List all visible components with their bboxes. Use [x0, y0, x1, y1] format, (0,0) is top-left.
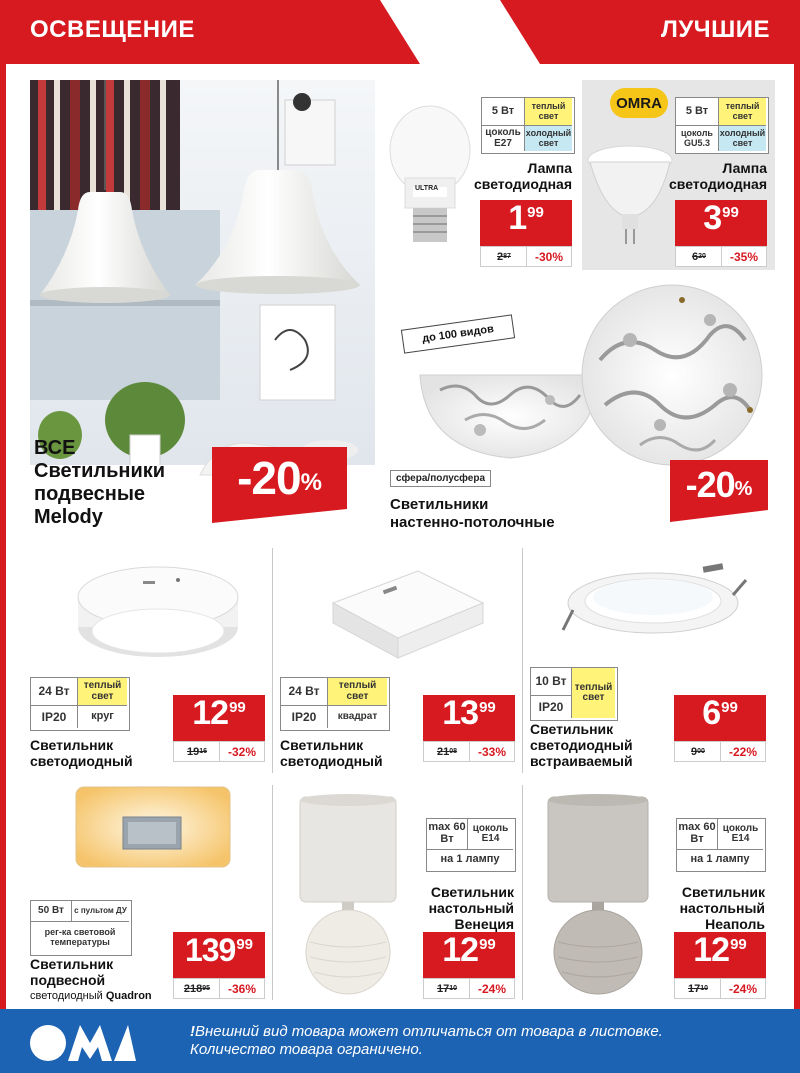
- price-discount: -32%: [219, 741, 265, 762]
- name-line-1: Светильники: [390, 496, 489, 513]
- price-int: 13: [442, 694, 479, 732]
- old-int: 17: [687, 982, 701, 995]
- spec-max-power: max 60 Вт: [428, 821, 466, 845]
- name-line-3: Неаполь: [705, 916, 765, 932]
- name-line-2: светодиодный: [30, 753, 133, 769]
- disclaimer-line-1: [190, 1023, 785, 1041]
- bulb-e27-price: [480, 200, 572, 266]
- spec-base: цоколь E14: [717, 819, 763, 849]
- product-wall-ceiling[interactable]: [380, 275, 775, 535]
- price-current: [674, 695, 766, 741]
- spec-per-lamp: на 1 лампу: [677, 849, 763, 869]
- venice-spec: [426, 818, 516, 872]
- price-dec: 99: [236, 936, 254, 953]
- venice-lamp-image: [288, 792, 408, 997]
- led-round-spec: [30, 677, 130, 731]
- section-title-right: ЛУЧШИЕ: [660, 16, 770, 43]
- naples-lamp-image: [536, 792, 661, 997]
- spec-cold-light: холодный свет: [524, 125, 572, 151]
- oma-logo: [28, 1021, 138, 1065]
- spec-power: 5 Вт: [491, 104, 515, 117]
- price-discount: -35%: [721, 246, 767, 267]
- led-square-image: [323, 553, 493, 668]
- price-dec: 99: [527, 204, 544, 221]
- price-int: 12: [442, 931, 479, 969]
- led-round-name: [30, 737, 133, 769]
- led-recessed-name: [530, 721, 633, 769]
- hero-caption: [34, 437, 204, 529]
- price-current: [423, 932, 515, 978]
- spec-warm-light: теплый свет: [327, 678, 387, 705]
- row3-divider-1: [272, 785, 273, 1000]
- disclaimer-line-2: Количество товара ограничено.: [190, 1041, 423, 1058]
- spec-cold-light: холодный свет: [718, 125, 766, 151]
- old-dec: 00: [697, 748, 705, 755]
- old-int: 9: [691, 745, 698, 758]
- old-dec: 87: [503, 253, 511, 260]
- price-current: [423, 695, 515, 741]
- name-line-1: Светильник: [530, 721, 614, 737]
- footer: [0, 1009, 800, 1073]
- old-dec: 16: [199, 748, 208, 755]
- price-old: [480, 246, 528, 267]
- naples-price: [674, 932, 766, 998]
- venice-price: [423, 932, 515, 998]
- name-line-2: светодиодный: [530, 737, 633, 753]
- name-line-2: светодиодная: [668, 176, 767, 192]
- product-bulb-e27[interactable]: [380, 80, 580, 270]
- spec-power: 10 Вт: [535, 674, 567, 689]
- spec-power: 50 Вт: [38, 904, 64, 916]
- bulb-e27-name: [474, 160, 572, 192]
- led-round-price: [173, 695, 265, 761]
- old-dec: 10: [700, 985, 709, 992]
- name-line-3: [30, 988, 152, 1004]
- old-dec: 08: [449, 748, 458, 755]
- price-dec: 99: [721, 699, 738, 716]
- price-dec: 99: [722, 204, 739, 221]
- name-line-3: Венеция: [454, 916, 514, 932]
- naples-name: [680, 884, 765, 932]
- old-int: 6: [692, 250, 699, 263]
- hero-discount-value: -20: [237, 452, 301, 504]
- spec-remote: с пультом ДУ: [71, 901, 129, 921]
- price-old: [675, 246, 723, 267]
- name-line-1: Лампа: [722, 160, 767, 176]
- bulb-e27-spec: [481, 97, 575, 154]
- hero-line-2: Светильники: [34, 460, 166, 482]
- old-int: 17: [436, 982, 450, 995]
- omra-logo: OMRA: [610, 88, 668, 118]
- price-current: [173, 695, 265, 741]
- spec-power: 24 Вт: [38, 684, 70, 699]
- spec-warm-light: теплый свет: [524, 98, 572, 125]
- hero-line-3: подвесные: [34, 483, 146, 505]
- price-discount: -33%: [469, 741, 515, 762]
- bulb-gu53-spec: [675, 97, 769, 154]
- price-discount: -22%: [720, 741, 766, 762]
- price-old: [173, 741, 221, 762]
- price-old: [674, 741, 722, 762]
- price-discount: -36%: [219, 978, 265, 999]
- name-line-1: Лампа: [527, 160, 572, 176]
- price-int: 12: [192, 694, 229, 732]
- name-line-1: Светильник: [681, 884, 765, 900]
- spec-ip: IP20: [281, 705, 327, 728]
- product-naples[interactable]: [528, 782, 773, 1004]
- bulb-e27-image: [385, 100, 475, 250]
- hero-discount-percent: %: [300, 469, 322, 496]
- price-dec: 99: [229, 699, 246, 716]
- spec-shape: квадрат: [327, 705, 387, 728]
- spec-ip: IP20: [31, 705, 77, 728]
- name-line-2: светодиодный: [280, 753, 383, 769]
- naples-spec: [676, 818, 766, 872]
- spec-max-power: max 60 Вт: [678, 821, 716, 845]
- name-line-1: Светильник: [30, 737, 114, 753]
- name-line-3-model: Quadron: [105, 990, 152, 1002]
- price-old: [423, 978, 471, 999]
- spec-power: 5 Вт: [685, 104, 709, 117]
- discount-badge-notch: [670, 510, 768, 522]
- old-int: 21: [436, 745, 450, 758]
- price-dec: 99: [730, 936, 747, 953]
- disclaimer-line-1-text: Внешний вид товара может отличаться от товара в листовке.: [195, 1023, 663, 1040]
- disclaimer-mark: !: [190, 1023, 195, 1040]
- spec-power: 24 Вт: [288, 684, 320, 699]
- left-red-bar: [0, 64, 6, 1009]
- discount-value: -20: [685, 464, 735, 505]
- bulb-gu53-name: [669, 160, 767, 192]
- wall-ceiling-discount-badge: [670, 460, 768, 510]
- spec-base: цоколь GU5.3: [676, 125, 718, 151]
- name-line-2: настольный: [679, 900, 765, 916]
- spec-base: цоколь E14: [467, 819, 513, 849]
- hero-line-4: Melody: [34, 506, 103, 528]
- quadron-price: [173, 932, 265, 998]
- venice-name: [429, 884, 514, 932]
- footer-disclaimer: [190, 1023, 785, 1059]
- spec-warm-light: теплый свет: [718, 98, 766, 125]
- spec-per-lamp: на 1 лампу: [427, 849, 513, 869]
- spec-base: цоколь E27: [482, 125, 524, 151]
- row2-divider-1: [272, 548, 273, 773]
- shape-tag: сфера/полусфера: [390, 470, 491, 487]
- wall-ceiling-name: [390, 496, 555, 532]
- price-current: [674, 932, 766, 978]
- spec-warm-light: теплый свет: [77, 678, 127, 705]
- old-dec: 95: [202, 985, 211, 992]
- quadron-image: [68, 782, 238, 872]
- quadron-spec: [30, 900, 132, 956]
- spec-shape: круг: [77, 705, 127, 728]
- price-old: [173, 978, 221, 999]
- hero-badge-notch: [212, 509, 347, 523]
- price-int: 3: [703, 199, 722, 237]
- led-recessed-price: [674, 695, 766, 761]
- ultra-brand-label: ULTRA: [415, 185, 439, 192]
- hero-discount-badge: [212, 447, 347, 509]
- name-line-1: Светильник: [30, 956, 114, 972]
- spec-warm-light: теплый свет: [571, 668, 615, 718]
- price-discount: -24%: [469, 978, 515, 999]
- name-line-3: встраиваемый: [530, 753, 633, 769]
- price-int: 12: [693, 931, 730, 969]
- price-int: 1: [508, 199, 527, 237]
- hero-line-1: ВСЕ: [34, 437, 76, 459]
- wall-ceiling-image: [410, 280, 770, 480]
- bulb-gu53-image: [582, 140, 682, 250]
- name-line-2: светодиодная: [473, 176, 572, 192]
- old-dec: 20: [698, 253, 706, 260]
- price-current: [480, 200, 572, 246]
- product-led-round[interactable]: [28, 545, 268, 775]
- old-int: 218: [183, 982, 203, 995]
- price-discount: -24%: [720, 978, 766, 999]
- price-dec: 99: [479, 699, 496, 716]
- name-line-2: подвесной: [30, 972, 106, 988]
- quadron-name: [30, 956, 152, 1004]
- name-line-1: Светильник: [280, 737, 364, 753]
- name-line-3-text: светодиодный: [30, 990, 103, 1002]
- old-int: 19: [186, 745, 200, 758]
- product-led-square[interactable]: [278, 545, 518, 775]
- row2-divider-2: [522, 548, 523, 773]
- header-divider-shape: [340, 0, 560, 64]
- variants-badge: до 100 видов: [401, 314, 515, 353]
- product-bulb-gu53[interactable]: [582, 80, 775, 270]
- led-square-price: [423, 695, 515, 761]
- product-venice[interactable]: [278, 782, 518, 1004]
- spec-temperature: рег-ка световой температуры: [31, 921, 129, 953]
- discount-percent: %: [734, 477, 753, 500]
- price-old: [674, 978, 722, 999]
- price-current: [675, 200, 767, 246]
- price-discount: -30%: [526, 246, 572, 267]
- product-led-recessed[interactable]: [528, 545, 773, 775]
- led-recessed-spec: [530, 667, 618, 721]
- row3-divider-2: [522, 785, 523, 1000]
- led-recessed-image: [558, 555, 748, 645]
- price-dec: 99: [479, 936, 496, 953]
- led-square-name: [280, 737, 383, 769]
- section-title: ОСВЕЩЕНИЕ: [30, 16, 195, 43]
- name-line-2: настенно-потолочные: [390, 514, 555, 531]
- name-line-2: настольный: [428, 900, 514, 916]
- bulb-gu53-price: [675, 200, 767, 266]
- spec-ip: IP20: [531, 695, 571, 718]
- right-red-bar: [794, 64, 800, 1009]
- product-quadron[interactable]: [28, 782, 268, 1004]
- led-square-spec: [280, 677, 390, 731]
- price-current: [173, 932, 265, 978]
- price-old: [423, 741, 471, 762]
- price-int: 139: [184, 932, 236, 968]
- name-line-1: Светильник: [430, 884, 514, 900]
- old-dec: 10: [449, 985, 458, 992]
- old-int: 2: [497, 250, 504, 263]
- price-int: 6: [702, 694, 721, 732]
- led-round-image: [73, 555, 243, 665]
